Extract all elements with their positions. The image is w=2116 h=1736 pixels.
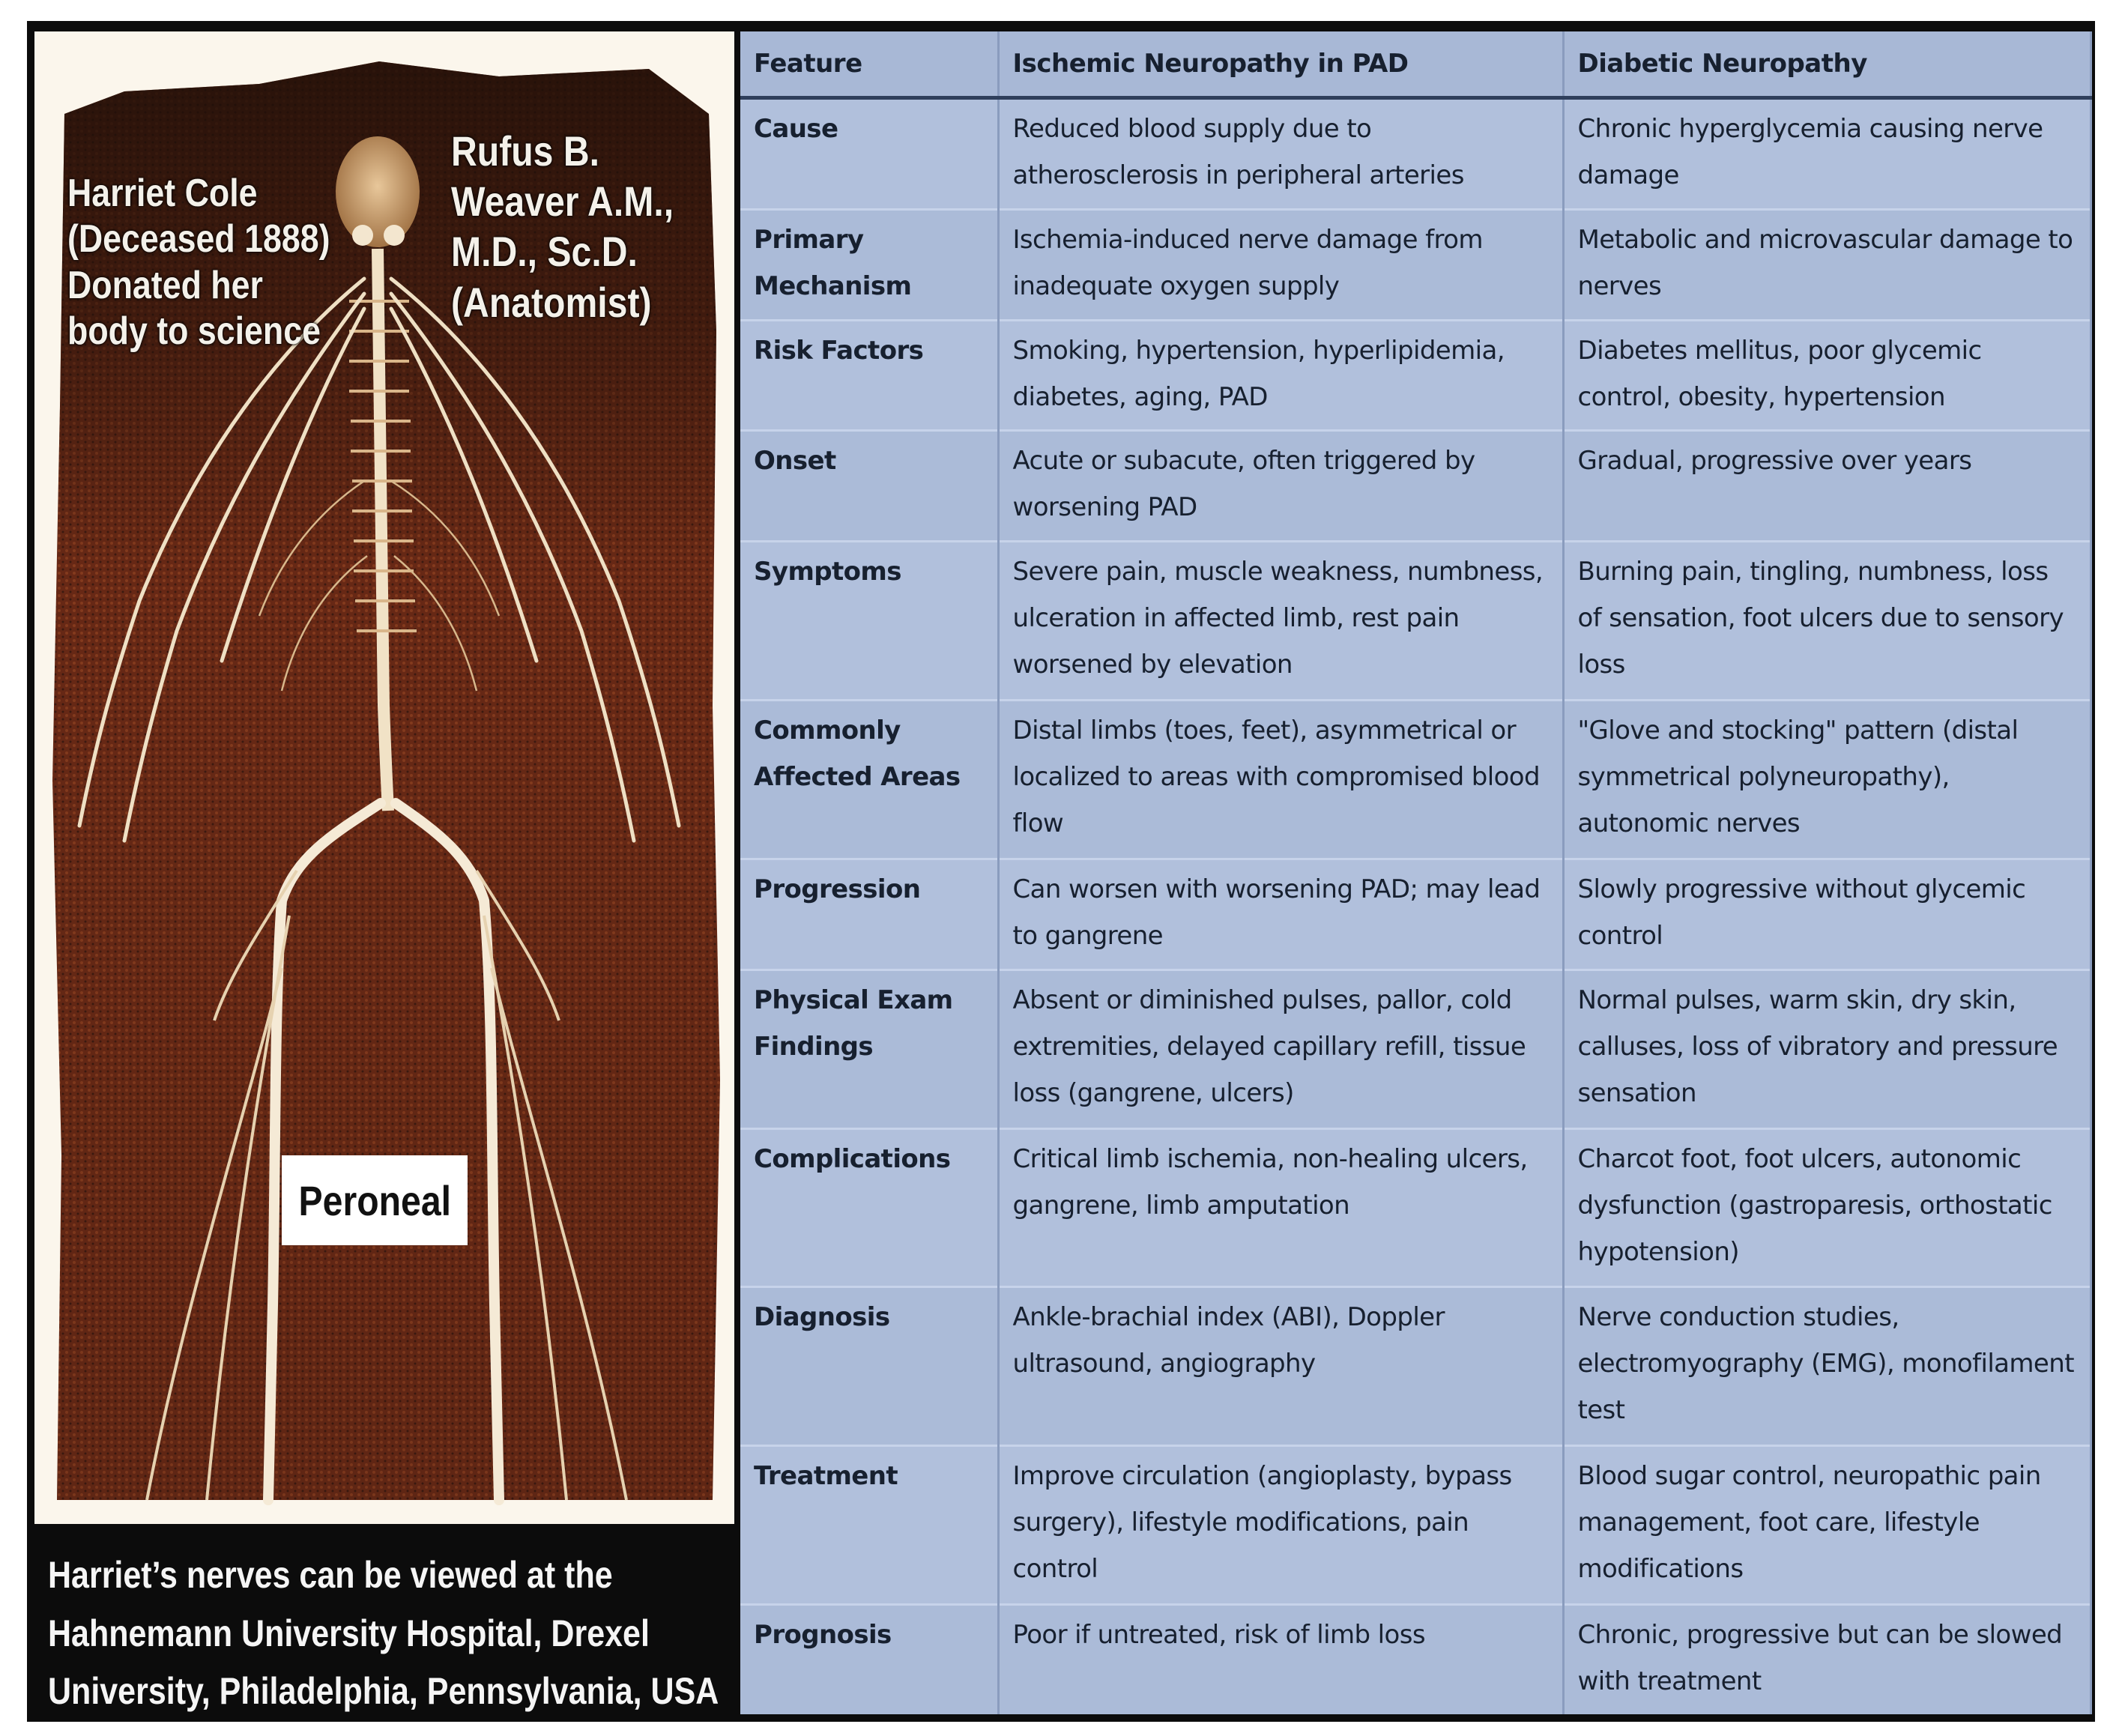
pad-cell: Acute or subacute, often triggered by worsening PAD bbox=[998, 431, 1563, 542]
caption-line-3: University, Philadelphia, Pennsylvania, USA bbox=[48, 1670, 719, 1712]
header-diabetic-neuropathy: Diabetic Neuropathy bbox=[1563, 31, 2091, 98]
header-ischemic-neuropathy: Ischemic Neuropathy in PAD bbox=[998, 31, 1563, 98]
table-row bbox=[740, 1128, 2091, 1287]
pad-cell: Severe pain, muscle weakness, numbness, ulceration in affected limb, rest pain worsened by elevation bbox=[998, 542, 1563, 701]
diabetic-cell: Normal pulses, warm skin, dry skin, calluses, loss of vibratory and pressure sensation bbox=[1563, 970, 2091, 1128]
table-row bbox=[740, 859, 2091, 970]
comparison-table-container bbox=[740, 31, 2091, 1714]
diabetic-cell: Burning pain, tingling, numbness, loss of sensation, foot ulcers due to sensory loss bbox=[1563, 542, 2091, 701]
rufus-label-line-1: Rufus B. bbox=[451, 127, 599, 175]
diabetic-cell: Gradual, progressive over years bbox=[1563, 431, 2091, 542]
table-row bbox=[740, 1605, 2091, 1714]
table-row bbox=[740, 1287, 2091, 1446]
diabetic-cell: Slowly progressive without glycemic control bbox=[1563, 859, 2091, 970]
diabetic-cell: Chronic, progressive but can be slowed with treatment bbox=[1563, 1605, 2091, 1714]
diabetic-cell: Metabolic and microvascular damage to nerves bbox=[1563, 209, 2091, 320]
harriet-label-line-4: body to science bbox=[67, 309, 321, 354]
harriet-label-line-2: (Deceased 1888) bbox=[67, 217, 330, 261]
pad-cell: Improve circulation (angioplasty, bypass surgery), lifestyle modifications, pain control bbox=[998, 1446, 1563, 1605]
table-row bbox=[740, 98, 2091, 210]
feature-cell: Prognosis bbox=[740, 1605, 998, 1714]
table-row bbox=[740, 701, 2091, 859]
table-row bbox=[740, 542, 2091, 701]
feature-cell: Complications bbox=[740, 1128, 998, 1287]
peroneal-nerve-label bbox=[282, 1155, 468, 1245]
pad-cell: Can worsen with worsening PAD; may lead to gangrene bbox=[998, 859, 1563, 970]
diabetic-cell: "Glove and stocking" pattern (distal symmetrical polyneuropathy), autonomic nerves bbox=[1563, 701, 2091, 859]
caption-line-1: Harriet’s nerves can be viewed at the bbox=[48, 1554, 613, 1596]
pad-cell: Reduced blood supply due to atherosclerosis in peripheral arteries bbox=[998, 98, 1563, 210]
diabetic-cell: Nerve conduction studies, electromyography (EMG), monofilament test bbox=[1563, 1287, 2091, 1446]
diabetic-cell: Diabetes mellitus, poor glycemic control, obesity, hypertension bbox=[1563, 320, 2091, 431]
harriet-cole-label bbox=[67, 171, 364, 354]
diabetic-cell: Blood sugar control, neuropathic pain management, foot care, lifestyle modifications bbox=[1563, 1446, 2091, 1605]
feature-cell: Symptoms bbox=[740, 542, 998, 701]
pad-cell: Ankle-brachial index (ABI), Doppler ultrasound, angiography bbox=[998, 1287, 1563, 1446]
figure-caption bbox=[48, 1546, 719, 1721]
table-row bbox=[740, 431, 2091, 542]
harriet-label-line-3: Donated her bbox=[67, 263, 263, 307]
pad-cell: Smoking, hypertension, hyperlipidemia, diabetes, aging, PAD bbox=[998, 320, 1563, 431]
feature-cell: Progression bbox=[740, 859, 998, 970]
table-row bbox=[740, 970, 2091, 1128]
pad-cell: Poor if untreated, risk of limb loss bbox=[998, 1605, 1563, 1714]
figure-frame bbox=[27, 21, 2095, 1722]
rufus-label-line-4: (Anatomist) bbox=[451, 278, 652, 326]
table-row bbox=[740, 209, 2091, 320]
header-feature: Feature bbox=[740, 31, 998, 98]
rufus-weaver-label bbox=[451, 126, 722, 327]
feature-cell: Diagnosis bbox=[740, 1287, 998, 1446]
rufus-label-line-3: M.D., Sc.D. bbox=[451, 228, 638, 276]
neuropathy-comparison-table bbox=[740, 31, 2092, 1714]
diabetic-cell: Charcot foot, foot ulcers, autonomic dysfunction (gastroparesis, orthostatic hypotension) bbox=[1563, 1128, 2091, 1287]
caption-line-2: Hahnemann University Hospital, Drexel bbox=[48, 1612, 650, 1654]
feature-cell: Risk Factors bbox=[740, 320, 998, 431]
pad-cell: Critical limb ischemia, non-healing ulcers, gangrene, limb amputation bbox=[998, 1128, 1563, 1287]
table-header-row bbox=[740, 31, 2091, 98]
feature-cell: Onset bbox=[740, 431, 998, 542]
table-row bbox=[740, 320, 2091, 431]
harriet-label-line-1: Harriet Cole bbox=[67, 172, 258, 215]
pad-cell: Ischemia-induced nerve damage from inadequate oxygen supply bbox=[998, 209, 1563, 320]
feature-cell: Treatment bbox=[740, 1446, 998, 1605]
feature-cell: Commonly Affected Areas bbox=[740, 701, 998, 859]
feature-cell: Physical Exam Findings bbox=[740, 970, 998, 1128]
pad-cell: Absent or diminished pulses, pallor, cold extremities, delayed capillary refill, tissue loss (gangrene, ulcers) bbox=[998, 970, 1563, 1128]
feature-cell: Primary Mechanism bbox=[740, 209, 998, 320]
feature-cell: Cause bbox=[740, 98, 998, 210]
pad-cell: Distal limbs (toes, feet), asymmetrical or localized to areas with compromised blood flow bbox=[998, 701, 1563, 859]
peroneal-label-text: Peroneal bbox=[298, 1176, 451, 1224]
nervous-system-specimen-photo bbox=[34, 31, 734, 1524]
table-row bbox=[740, 1446, 2091, 1605]
rufus-label-line-2: Weaver A.M., bbox=[451, 178, 674, 226]
diabetic-cell: Chronic hyperglycemia causing nerve damage bbox=[1563, 98, 2091, 210]
